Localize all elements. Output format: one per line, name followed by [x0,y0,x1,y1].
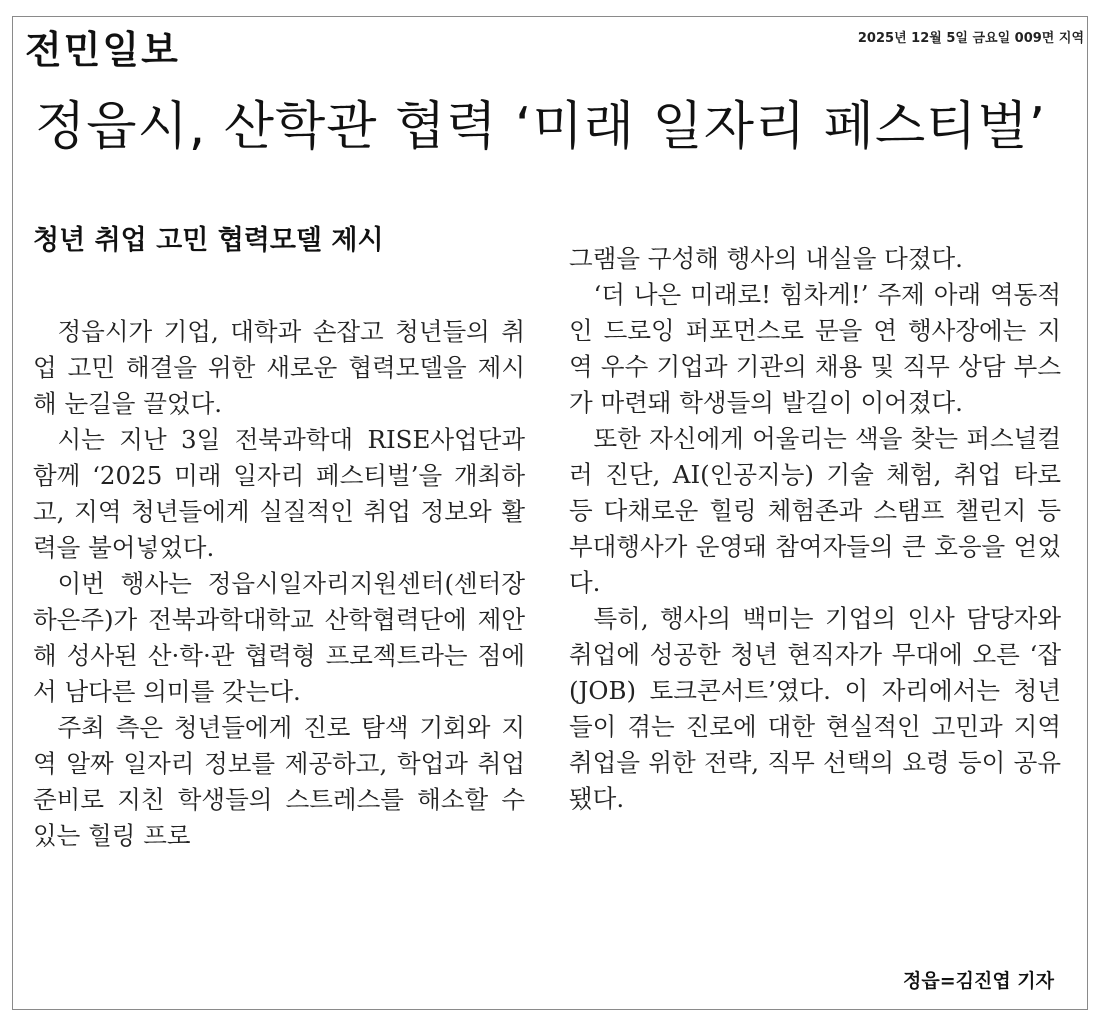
body-column-left [33,314,525,854]
body-paragraph-continuation: 그램을 구성해 행사의 내실을 다졌다. [569,244,963,273]
headline: 정읍시, 산학관 협력 ‘미래 일자리 페스티벌’ [35,97,1047,157]
body-paragraph: 시는 지난 3일 전북과학대 RISE사업단과 함께 ‘2025 미래 일자리 페스티벌’을 개최하고, 지역 청년들에게 실질적인 취업 정보와 활력을 불어넣었다. [33,425,525,562]
body-paragraph: 정읍시가 기업, 대학과 손잡고 청년들의 취업 고민 해결을 위한 새로운 협력모델을 제시해 눈길을 끌었다. [33,317,525,418]
body-paragraph: ‘더 나은 미래로! 힘차게!’ 주제 아래 역동적인 드로잉 퍼포먼스로 문을 연 행사장에는 지역 우수 기업과 기관의 채용 및 직무 상담 부스가 마련돼 학생들의 발길이 이어졌다. [569,280,1061,417]
body-paragraph: 주최 측은 청년들에게 진로 탐색 기회와 지역 알짜 일자리 정보를 제공하고, 학업과 취업 준비로 지친 학생들의 스트레스를 해소할 수 있는 힐링 프로 [33,713,525,850]
article-clipping [12,16,1088,1010]
subheadline: 청년 취업 고민 협력모델 제시 [33,225,384,256]
dateline: 2025년 12월 5일 금요일 009면 지역 [857,31,1084,46]
body-paragraph: 특히, 행사의 백미는 기업의 인사 담당자와 취업에 성공한 청년 현직자가 무대에 오른 ‘잡(JOB) 토크콘서트’였다. 이 자리에서는 청년들이 겪는 진로에 대한 현실적인 고민과 지역 취업을 위한 전략, 직무 선택의 요령 등이 공유됐다. [569,604,1061,813]
body-paragraph: 이번 행사는 정읍시일자리지원센터(센터장 하은주)가 전북과학대학교 산학협력단에 제안해 성사된 산·학·관 협력형 프로젝트라는 점에서 남다른 의미를 갖는다. [33,569,525,706]
body-column-right [569,241,1061,817]
reporter-byline: 정읍=김진엽 기자 [902,970,1054,992]
newspaper-masthead: 전민일보 [25,28,180,72]
body-paragraph: 또한 자신에게 어울리는 색을 찾는 퍼스널컬러 진단, AI(인공지능) 기술 체험, 취업 타로 등 다채로운 힐링 체험존과 스탬프 챌린지 등 부대행사가 운영돼 참여자들의 큰 호응을 얻었다. [569,424,1061,597]
